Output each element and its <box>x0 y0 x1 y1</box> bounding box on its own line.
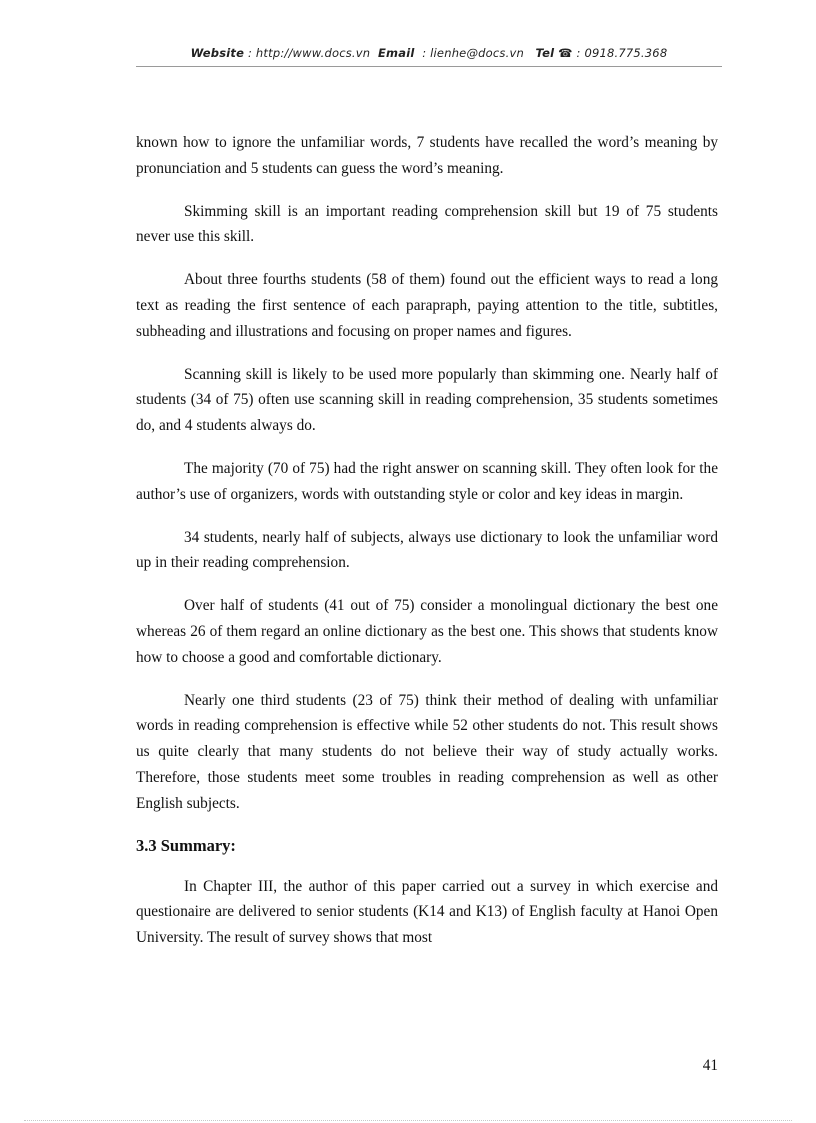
paragraph-efficient-ways: About three fourths students (58 of them) found out the efficient ways to read a long text as reading the first sentence of each parapraph, paying attention to the title, subtitles, subheading and illustrations and focusing on proper names and figures. <box>136 271 718 340</box>
phone-icon: ☎ <box>558 46 573 60</box>
section-heading: 3.3 Summary: <box>136 835 236 855</box>
tel-value: 0918.775.368 <box>584 46 668 60</box>
header-divider <box>136 66 722 67</box>
website-link[interactable]: http://www.docs.vn <box>255 46 371 60</box>
paragraph-skimming: Skimming skill is an important reading comprehension skill but 19 of 75 students never use this skill. <box>136 202 718 246</box>
email-link[interactable]: lienhe@docs.vn <box>430 46 524 60</box>
tel-label: Tel <box>535 46 555 60</box>
email-label: Email <box>378 46 415 60</box>
paragraph-majority: The majority (70 of 75) had the right answer on scanning skill. They often look for the author’s use of organizers, words with outstanding style or color and key ideas in margin. <box>136 459 718 503</box>
page-header: Website : http://www.docs.vn Email : lienhe@docs.vn Tel ☎ : 0918.775.368 <box>190 46 668 60</box>
footer-divider <box>24 1120 792 1121</box>
paragraph-dictionary-use: 34 students, nearly half of subjects, always use dictionary to look the unfamiliar word up in their reading comprehension. <box>136 528 718 572</box>
paragraph-summary: In Chapter III, the author of this paper carried out a survey in which exercise and questionaire are delivered to senior students (K14 and K13) of English faculty at Hanoi Open University. The result of survey shows that most <box>136 877 718 947</box>
page-number: 41 <box>702 1057 718 1074</box>
paragraph-dictionary-type: Over half of students (41 out of 75) consider a monolingual dictionary the best one whereas 26 of them regard an online dictionary as the best one. This shows that students know how to choose a good and comfortable dictionary. <box>136 597 718 666</box>
paragraph-scanning: Scanning skill is likely to be used more popularly than skimming one. Nearly half of students (34 of 75) often use scanning skill in reading comprehension, 35 students sometimes do, and 4 students always do. <box>136 365 718 435</box>
document-body <box>136 130 718 968</box>
website-label: Website <box>190 46 245 60</box>
paragraph-continued: known how to ignore the unfamiliar words, 7 students have recalled the word’s meaning by pronunciation and 5 students can guess the word’s meaning. <box>136 134 718 177</box>
paragraph-method: Nearly one third students (23 of 75) think their method of dealing with unfamiliar words in reading comprehension is effective while 52 other students do not. This result shows us quite clearly that many students do not believe their way of study actually works. Therefore, those students meet some troubles in reading comprehension as well as other English subjects. <box>136 691 718 812</box>
